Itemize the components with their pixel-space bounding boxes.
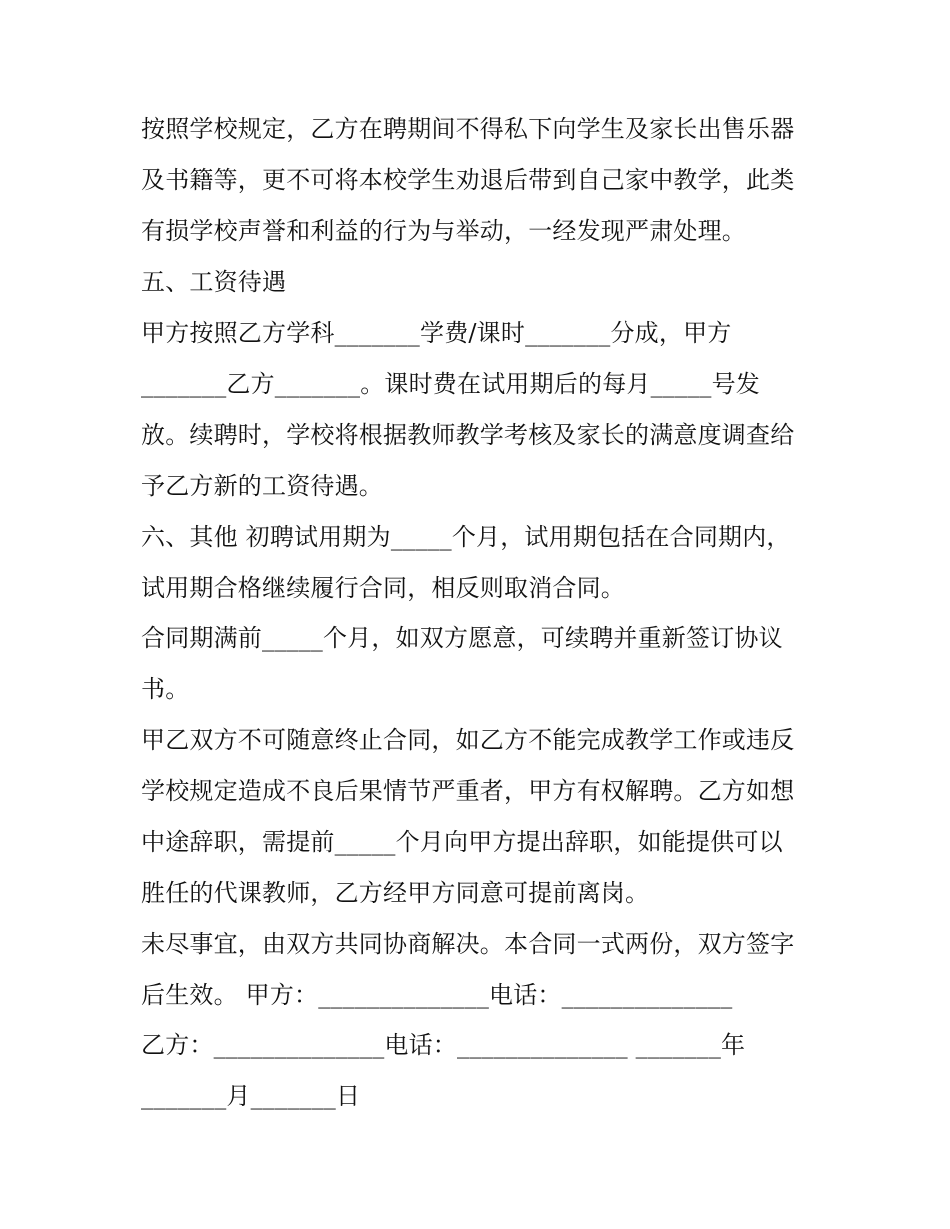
clause-text-line: 学校规定造成不良后果情节严重者，甲方有权解聘。乙方如想: [141, 777, 795, 805]
clause-text-line: 甲方按照乙方学科_______学费/课时_______分成，甲方: [141, 319, 732, 347]
clause-text-line: 予乙方新的工资待遇。: [141, 472, 383, 500]
clause-text-line: 未尽事宜，由双方共同协商解决。本合同一式两份，双方签字: [141, 930, 795, 958]
clause-text-line: _______乙方_______。课时费在试用期后的每月_____号发: [141, 370, 760, 398]
clause-text-line: 放。续聘时，学校将根据教师教学考核及家长的满意度调查给: [141, 421, 795, 449]
clause-text-line: 按照学校规定，乙方在聘期间不得私下向学生及家长出售乐器: [141, 115, 795, 143]
clause-text-line: 甲乙双方不可随意终止合同，如乙方不能完成教学工作或违反: [141, 726, 795, 754]
section-heading-other: 六、其他 初聘试用期为_____个月，试用期包括在合同期内，: [141, 523, 791, 551]
signature-date-line: _______月_______日: [141, 1082, 361, 1110]
clause-text-line: 试用期合格继续履行合同，相反则取消合同。: [141, 574, 625, 602]
clause-text-line: 书。: [141, 675, 190, 703]
signature-line-party-b: 乙方：______________电话：______________ _______年: [141, 1031, 746, 1059]
clause-text-line: 有损学校声誉和利益的行为与举动，一经发现严肃处理。: [141, 217, 746, 245]
clause-text-line: 中途辞职，需提前_____个月向甲方提出辞职，如能提供可以: [141, 828, 783, 856]
clause-text-line: 胜任的代课教师，乙方经甲方同意可提前离岗。: [141, 879, 650, 907]
clause-text-line: 及书籍等，更不可将本校学生劝退后带到自己家中教学，此类: [141, 166, 795, 194]
clause-text-line: 合同期满前_____个月，如双方愿意，可续聘并重新签订协议: [141, 624, 783, 652]
signature-line-party-a: 后生效。 甲方：______________电话：______________: [141, 981, 733, 1009]
section-heading-salary: 五、工资待遇: [141, 268, 287, 296]
